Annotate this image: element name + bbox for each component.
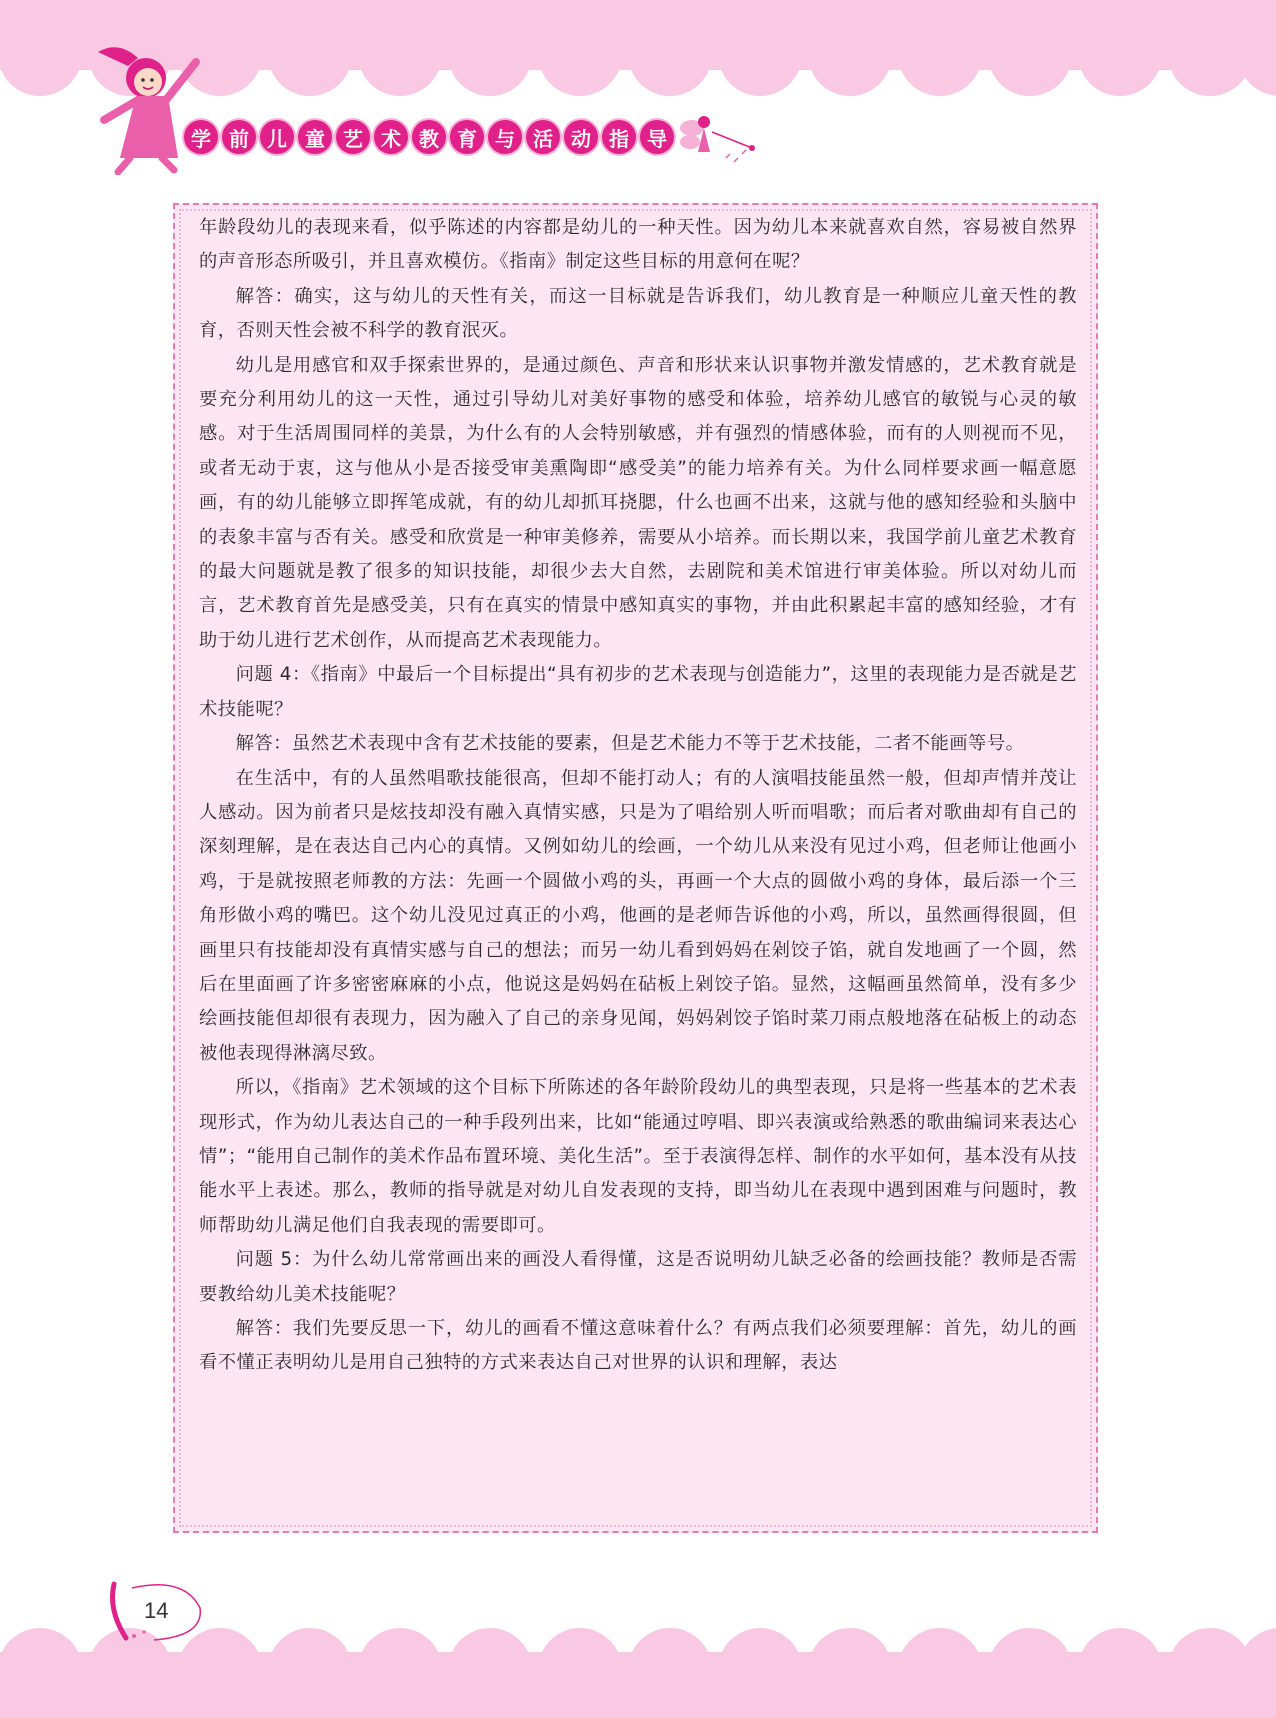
- title-char: 学: [184, 120, 218, 154]
- paragraph: 解答：虽然艺术表现中含有艺术技能的要素，但是艺术能力不等于艺术技能，二者不能画等号。: [235, 733, 1025, 755]
- title-char: 育: [450, 120, 484, 154]
- title-char: 指: [602, 120, 636, 154]
- footer-band: [0, 1652, 1276, 1718]
- paragraph: 年龄段幼儿的表现来看，似乎陈述的内容都是幼儿的一种天性。因为幼儿本来就喜欢自然，容易被自然界的声音形态所吸引，并且喜欢模仿。《指南》制定这些目标的用意何在呢？: [199, 217, 1077, 273]
- title-char: 童: [298, 120, 332, 154]
- title-char: 儿: [260, 120, 294, 154]
- paragraph: 幼儿是用感官和双手探索世界的，是通过颜色、声音和形状来认识事物并激发情感的，艺术教育就是要充分利用幼儿的这一天性，通过引导幼儿对美好事物的感受和体验，培养幼儿感官的敏锐与心灵的敏感。对于生活周围同样的美景，为什么有的人会特别敏感，并有强烈的情感体验，而有的人则视而不见，或者无动于衷，这与他从小是否接受审美熏陶即“感受美”的能力培养有关。为什么同样要求画一幅意愿画，有的幼儿能够立即挥笔成就，有的幼儿却抓耳挠腮，什么也画不出来，这就与他的感知经验和头脑中的表象丰富与否有关。感受和欣赏是一种审美修养，需要从小培养。而长期以来，我国学前儿童艺术教育的最大问题就是教了很多的知识技能，却很少去大自然，去剧院和美术馆进行审美体验。所以对幼儿而言，艺术教育首先是感受美，只有在真实的情景中感知真实的事物，并由此积累起丰富的感知经验，才有助于幼儿进行艺术创作，从而提高艺术表现能力。: [199, 354, 1077, 651]
- paragraph: 所以，《指南》艺术领域的这个目标下所陈述的各年龄阶段幼儿的典型表现，只是将一些基本的艺术表现形式，作为幼儿表达自己的一种手段列出来，比如“能通过哼唱、即兴表演或给熟悉的歌曲编词来表达心情”；“能用自己制作的美术作品布置环境、美化生活”。至于表演得怎样、制作的水平如何，基本没有从技能水平上表述。那么，教师的指导就是对幼儿自发表现的支持，即当幼儿在表现中遇到困难与问题时，教师帮助幼儿满足他们自我表现的需要即可。: [199, 1077, 1077, 1236]
- paragraph: 解答：我们先要反思一下，幼儿的画看不懂这意味着什么？有两点我们必须要理解：首先，幼儿的画看不懂正表明幼儿是用自己独特的方式来表达自己对世界的认识和理解，表达: [199, 1318, 1077, 1374]
- title-char: 术: [374, 120, 408, 154]
- title-char: 导: [640, 120, 674, 154]
- paragraph: 解答：确实，这与幼儿的天性有关，而这一目标就是告诉我们，幼儿教育是一种顺应儿童天性的教育，否则天性会被不科学的教育泯灭。: [199, 285, 1077, 342]
- body-text: [199, 211, 1077, 1381]
- paragraph: 问题 4：《指南》中最后一个目标提出“具有初步的艺术表现与创造能力”，这里的表现能力是否就是艺术技能呢？: [199, 664, 1077, 720]
- title-char: 活: [526, 120, 560, 154]
- title-char: 艺: [336, 120, 370, 154]
- page-number: 14: [144, 1598, 169, 1623]
- title-char: 教: [412, 120, 446, 154]
- title-char: 与: [488, 120, 522, 154]
- content-frame: [173, 203, 1098, 1533]
- title-char: 动: [564, 120, 598, 154]
- book-title: [184, 120, 674, 154]
- paragraph: 问题 5：为什么幼儿常常画出来的画没人看得懂，这是否说明幼儿缺乏必备的绘画技能？教师是否需要教给幼儿美术技能呢？: [199, 1249, 1077, 1305]
- girl-mascot-illustration: [88, 40, 208, 175]
- fairy-illustration: [668, 108, 756, 170]
- title-char: 前: [222, 120, 256, 154]
- paragraph: 在生活中，有的人虽然唱歌技能很高，但却不能打动人；有的人演唱技能虽然一般，但却声情并茂让人感动。因为前者只是炫技却没有融入真情实感，只是为了唱给别人听而唱歌；而后者对歌曲却有自己的深刻理解，是在表达自己内心的真情。又例如幼儿的绘画，一个幼儿从来没有见过小鸡，但老师让他画小鸡，于是就按照老师教的方法：先画一个圆做小鸡的头，再画一个大点的圆做小鸡的身体，最后添一个三角形做小鸡的嘴巴。这个幼儿没见过真正的小鸡，他画的是老师告诉他的小鸡，所以，虽然画得很圆，但画里只有技能却没有真情实感与自己的想法；而另一幼儿看到妈妈在剁饺子馅，就自发地画了一个圆，然后在里面画了许多密密麻麻的小点，他说这是妈妈在砧板上剁饺子馅。显然，这幅画虽然简单，没有多少绘画技能但却很有表现力，因为融入了自己的亲身见闻，妈妈剁饺子馅时菜刀雨点般地落在砧板上的动态被他表现得淋漓尽致。: [199, 767, 1077, 1064]
